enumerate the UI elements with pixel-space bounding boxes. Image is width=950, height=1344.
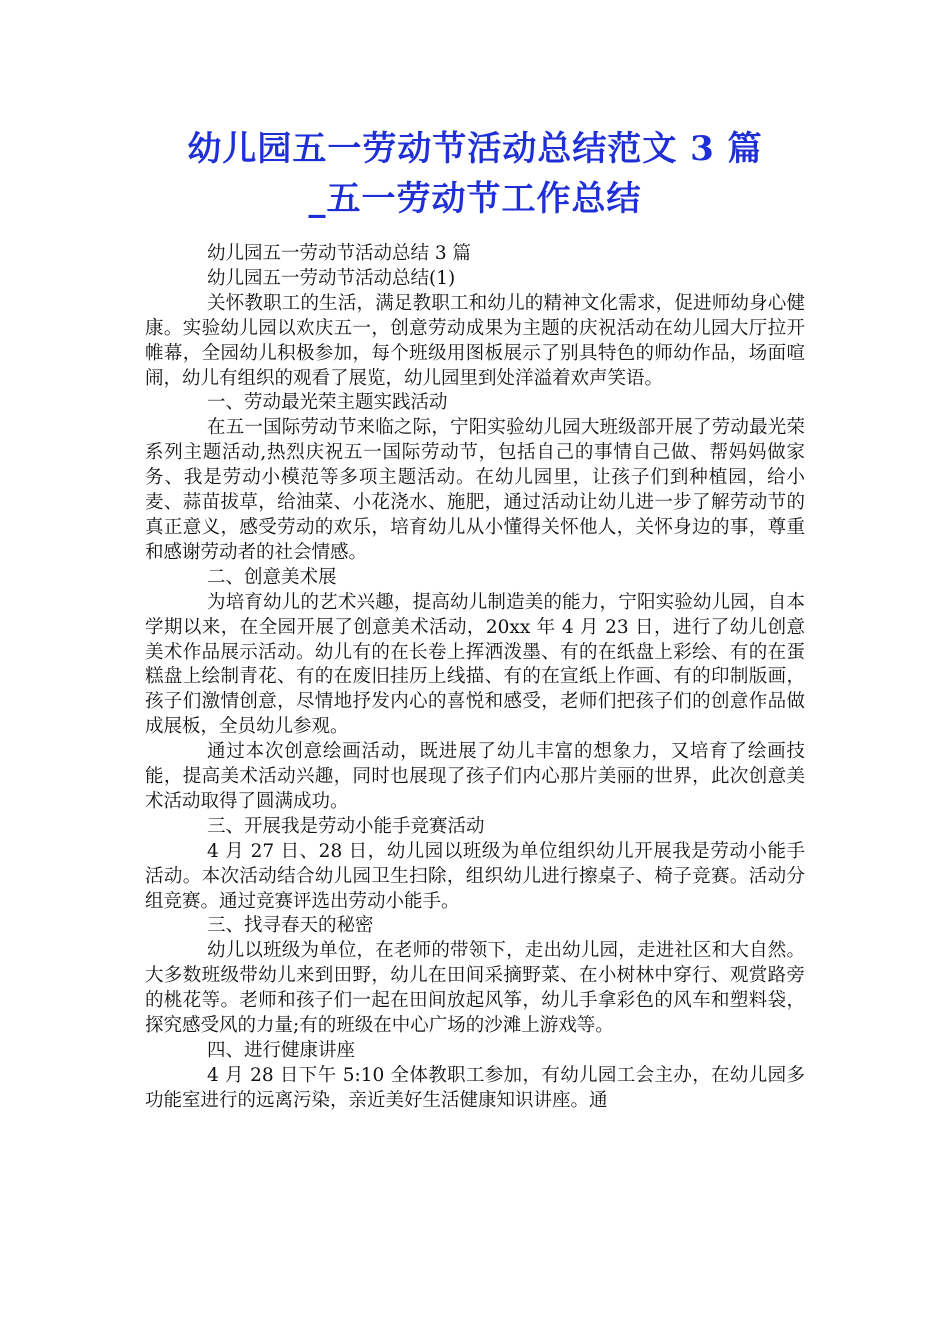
body-paragraph: 4 月 28 日下午 5:10 全体教职工参加，有幼儿园工会主办，在幼儿园多功能室进行的远离污染，亲近美好生活健康知识讲座。通	[145, 1064, 805, 1111]
body-paragraph: 通过本次创意绘画活动，既进展了幼儿丰富的想象力，又培育了绘画技能，提高美术活动兴趣，同时也展现了孩子们内心那片美丽的世界，此次创意美术活动取得了圆满成功。	[145, 741, 805, 812]
section-heading: 一、劳动最光荣主题实践活动	[207, 392, 448, 414]
body-paragraph: 为培育幼儿的艺术兴趣，提高幼儿制造美的能力，宁阳实验幼儿园，自本学期以来，在全园开展了创意美术活动，20xx 年 4 月 23 日，进行了幼儿创意美术作品展示活动。幼儿有的在长卷上挥洒泼墨、有的在纸盘上彩绘、有的在蛋糕盘上绘制青花、有的在废旧挂历上线描、有的在宣纸上作画、有的印制版画，孩子们激情创意，尽情地抒发内心的喜悦和感受，老师们把孩子们的创意作品做成展板，全员幼儿参观。	[145, 591, 805, 738]
body-paragraph: 关怀教职工的生活，满足教职工和幼儿的精神文化需求，促进师幼身心健康。实验幼儿园以欢庆五一，创意劳动成果为主题的庆祝活动在幼儿园大厅拉开帷幕，全园幼儿积极参加，每个班级用图板展示了别具特色的师幼作品，场面喧闹，幼儿有组织的观看了展览，幼儿园里到处洋溢着欢声笑语。	[145, 292, 805, 389]
body-paragraph: 幼儿以班级为单位，在老师的带领下，走出幼儿园，走进社区和大自然。大多数班级带幼儿来到田野，幼儿在田间采摘野菜、在小树林中穿行、观赏路旁的桃花等。老师和孩子们一起在田间放起风筝，幼儿手拿彩色的风车和塑料袋，探究感受风的力量;有的班级在中心广场的沙滩上游戏等。	[145, 940, 805, 1037]
section-heading: 三、找寻春天的秘密	[207, 915, 374, 937]
title-line-1: 幼儿园五一劳动节活动总结范文 3 篇	[187, 129, 763, 169]
body-paragraph: 在五一国际劳动节来临之际，宁阳实验幼儿园大班级部开展了劳动最光荣系列主题活动,热烈庆祝五一国际劳动节，包括自己的事情自己做、帮妈妈做家务、我是劳动小模范等多项主题活动。在幼儿园里，让孩子们到种植园，给小麦、蒜苗拔草，给油菜、小花浇水、施肥，通过活动让幼儿进一步了解劳动节的真正意义，感受劳动的欢乐，培育幼儿从小懂得关怀他人，关怀身边的事，尊重和感谢劳动者的社会情感。	[145, 417, 805, 563]
body-paragraph: 4 月 27 日、28 日，幼儿园以班级为单位组织幼儿开展我是劳动小能手活动。本次活动结合幼儿园卫生扫除，组织幼儿进行擦桌子、椅子竞赛。活动分组竞赛。通过竞赛评选出劳动小能手。	[145, 840, 805, 912]
document-body	[145, 242, 805, 1114]
section-heading: 四、进行健康讲座	[207, 1040, 356, 1061]
section-heading: 二、创意美术展	[207, 566, 337, 588]
heading-summary-list: 幼儿园五一劳动节活动总结 3 篇	[207, 243, 472, 264]
title-line-2: _五一劳动节工作总结	[308, 179, 642, 219]
document-title	[130, 124, 820, 224]
heading-summary-1: 幼儿园五一劳动节活动总结(1)	[207, 267, 456, 289]
section-heading: 三、开展我是劳动小能手竞赛活动	[207, 815, 485, 837]
